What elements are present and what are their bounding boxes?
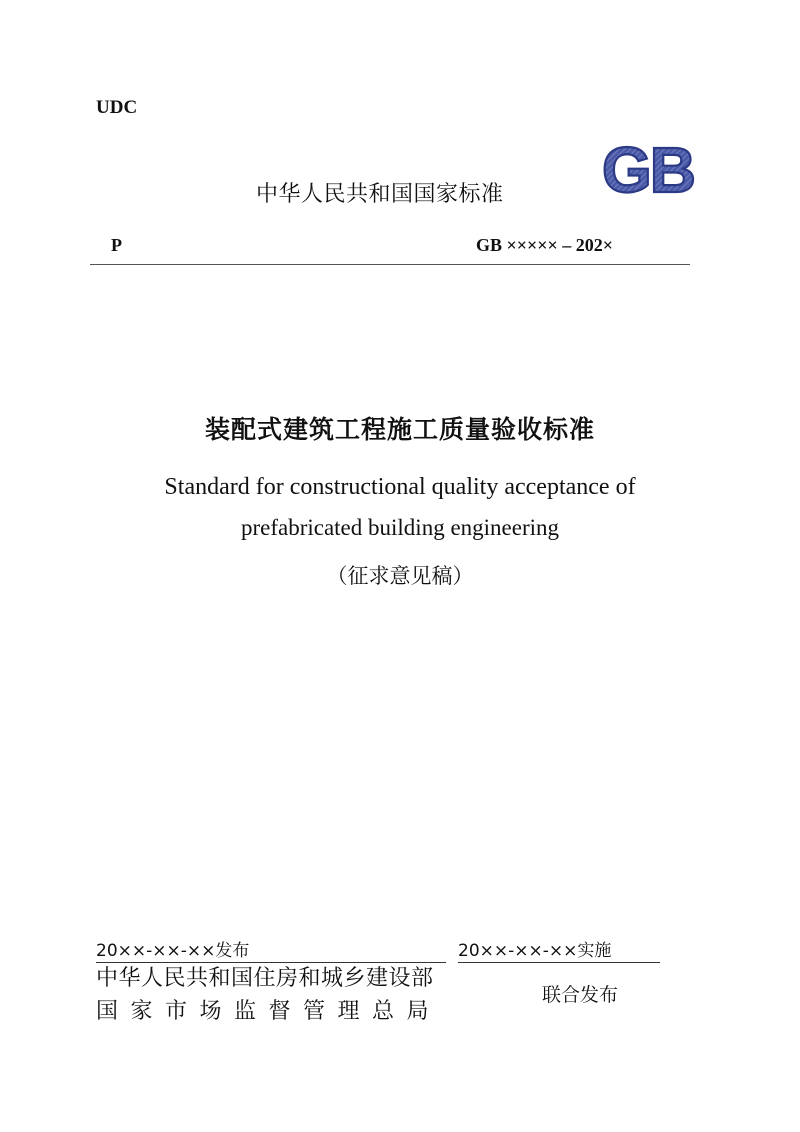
udc-label: UDC (96, 97, 138, 118)
issue-date: 20××-××-××发布 (96, 936, 446, 963)
national-standard-heading: 中华人民共和国国家标准 (256, 182, 504, 207)
issuer-administration: 国家市场监督管理总局 (96, 999, 442, 1024)
header-divider (90, 264, 690, 265)
title-chinese: 装配式建筑工程施工质量验收标准 (204, 415, 595, 444)
standard-number: GB ××××× – 202× (476, 235, 614, 255)
title-english-line1: Standard for constructional quality acceptance of (164, 474, 636, 500)
gb-logo-text: GB (602, 138, 694, 200)
joint-issue-label: 联合发布 (542, 984, 619, 1006)
issuer-ministry: 中华人民共和国住房和城乡建设部 (96, 966, 434, 991)
gb-logo (590, 138, 706, 200)
implementation-date: 20××-××-××实施 (458, 936, 660, 963)
title-english-line2: prefabricated building engineering (240, 515, 560, 540)
classification-code: P (111, 235, 122, 255)
draft-note: （征求意见稿） (326, 564, 474, 588)
